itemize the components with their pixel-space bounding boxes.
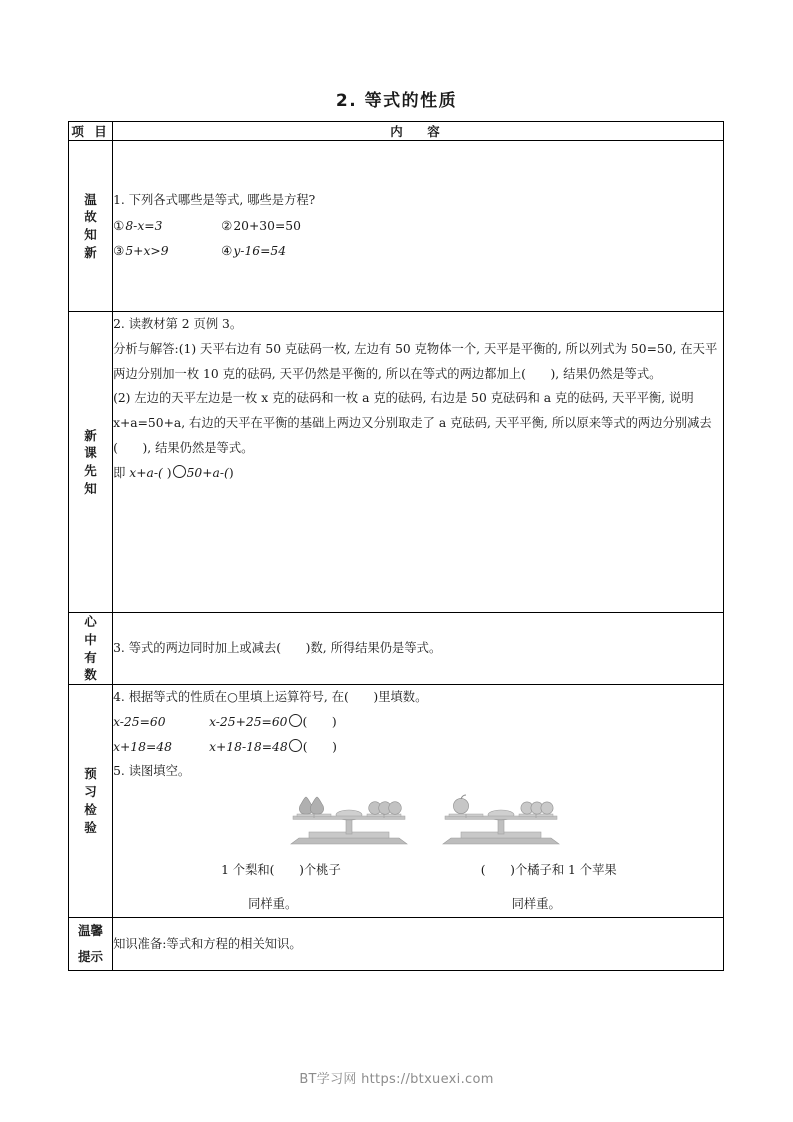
row-label-char: 中 [84, 631, 97, 647]
equation-expression: 5+x>9 [125, 244, 169, 259]
footer-watermark: BT学习网 https://btxuexi.com [299, 1072, 494, 1087]
orange-icon [521, 802, 553, 814]
analysis-text-1: (1) 天平右边有 50 克砝码一枚, 左边有 50 克物体一个, 天平是平衡的, 所以列式为 50=50, 在天平两边分别加一枚 10 克的砝码, 天平仍然是平衡的, 所以在等式的两边都加上( ), 结果仍然是等式。 [113, 341, 718, 381]
row-label-char: 习 [84, 784, 97, 800]
figure-caption-row-1 [113, 858, 723, 883]
conclusion-line [113, 461, 723, 486]
fill-equation-row [113, 710, 723, 735]
conclusion-left-expr: x+a-( [129, 465, 163, 480]
conclusion-prefix: 即 [113, 465, 126, 480]
equation-expression: 20+30=50 [233, 218, 301, 233]
conclusion-paren-end: ) [228, 465, 234, 480]
equation-item-2 [221, 213, 441, 239]
peach-icon [369, 802, 402, 815]
row-label-char: 温 [84, 191, 97, 207]
row-label-char: 知 [84, 227, 97, 242]
row-label-char: 检 [84, 801, 97, 817]
row-label-wengu-zhixin [69, 141, 113, 312]
analysis-part-2: (2) 左边的天平左边是一枚 x 克的砝码和一枚 a 克的砝码, 右边是 50 克砝码和 a 克的砝码, 天平平衡, 说明 x+a=50+a, 右边的天平在平衡的基础上两边又分别取走了 a 克砝码, 天平平衡, 所以原来等式的两边分别减去( ), 结果仍然是等式。 [113, 391, 712, 456]
table-header-row [69, 122, 724, 141]
table-row [69, 312, 724, 613]
row-label-xinke-xianzhi [69, 312, 113, 613]
row-label-char: 温馨 [78, 922, 104, 938]
lesson-table [68, 121, 724, 971]
row-content-wengu-zhixin [113, 141, 724, 312]
equation-row [113, 238, 723, 264]
circle-operator-icon [173, 465, 186, 478]
table-row [69, 141, 724, 312]
row-label-char: 验 [84, 819, 97, 835]
apple-icon [453, 795, 468, 814]
circled-number-icon: ① [113, 217, 125, 233]
row-label-wenxin-tishi [69, 917, 113, 971]
figure-caption-row-2 [113, 892, 723, 917]
equation-expression: y-16=54 [233, 244, 287, 259]
balance-scale-pear-peach-icon [283, 788, 415, 846]
equation-item-1 [113, 213, 221, 239]
equation-item-4 [221, 238, 441, 264]
row-label-char: 心 [84, 614, 97, 629]
page-title: 2. 等式的性质 [335, 91, 458, 111]
circle-operator-icon [289, 714, 302, 727]
row-label-char: 课 [84, 445, 97, 461]
row-label-char: 新 [84, 244, 97, 260]
row-label-char: 新 [84, 427, 97, 443]
circled-number-icon: ④ [221, 243, 233, 259]
question-1-prompt: 1. 下列各式哪些是等式, 哪些是方程? [113, 192, 316, 207]
equation-right-1 [209, 710, 469, 735]
table-row [69, 613, 724, 685]
row-content-xinke-xianzhi [113, 312, 724, 613]
equation-item-3 [113, 238, 221, 264]
equation-right-expr: x-25+25=60 [209, 714, 288, 729]
row-label-char: 故 [84, 209, 97, 225]
row-label-yuxi-jianyan [69, 685, 113, 918]
header-label-cell: 项 目 [69, 122, 113, 141]
question-3-text: 3. 等式的两边同时加上或减去( )数, 所得结果仍是等式。 [113, 641, 442, 656]
figure-2-caption-line-1: ( )个橘子和 1 个苹果 [480, 863, 617, 878]
conclusion-right-expr: 50+a-( [186, 465, 229, 480]
equation-left-1: x-25=60 [113, 714, 166, 729]
row-content-xinzhong-youshu [113, 613, 724, 685]
row-label-char: 数 [84, 667, 97, 683]
row-label-char: 预 [84, 766, 97, 782]
equation-right-2 [209, 735, 469, 760]
analysis-part-1 [113, 337, 723, 387]
conclusion-paren: ) [166, 465, 172, 480]
figure-2-caption-line-2: 同样重。 [511, 897, 561, 912]
balance-figures [113, 788, 723, 852]
fill-equation-row [113, 735, 723, 760]
row-label-char: 先 [84, 463, 97, 478]
row-label-char: 知 [84, 480, 97, 496]
header-content-cell: 内 容 [113, 122, 724, 141]
row-content-yuxi-jianyan [113, 685, 724, 918]
row-label-char: 提示 [78, 949, 104, 965]
question-2-prompt: 2. 读教材第 2 页例 3。 [113, 317, 243, 331]
equation-right-expr: x+18-18=48 [209, 739, 288, 754]
balance-scale-apple-orange-icon [435, 788, 567, 846]
tip-text: 知识准备:等式和方程的相关知识。 [113, 936, 302, 951]
table-row [69, 685, 724, 918]
equation-expression: 8-x=3 [125, 218, 163, 233]
row-label-char: 有 [84, 649, 97, 665]
equation-left-2: x+18=48 [113, 739, 172, 754]
question-5-prompt: 5. 读图填空。 [113, 764, 191, 779]
answer-blank: ( ) [302, 714, 337, 729]
equation-row [113, 213, 723, 239]
row-label-xinzhong-youshu [69, 613, 113, 685]
circled-number-icon: ② [221, 217, 233, 233]
circle-operator-icon [289, 739, 302, 752]
question-4-prompt: 4. 根据等式的性质在○里填上运算符号, 在( )里填数。 [113, 690, 428, 704]
figure-1-caption-line-1: 1 个梨和( )个桃子 [221, 863, 341, 878]
analysis-label: 分析与解答: [113, 341, 179, 356]
row-content-wenxin-tishi [113, 917, 724, 971]
circled-number-icon: ③ [113, 243, 125, 259]
figure-1-caption-line-2: 同样重。 [248, 897, 298, 912]
pear-icon [299, 797, 323, 814]
answer-blank: ( ) [302, 739, 337, 754]
table-row [69, 917, 724, 971]
